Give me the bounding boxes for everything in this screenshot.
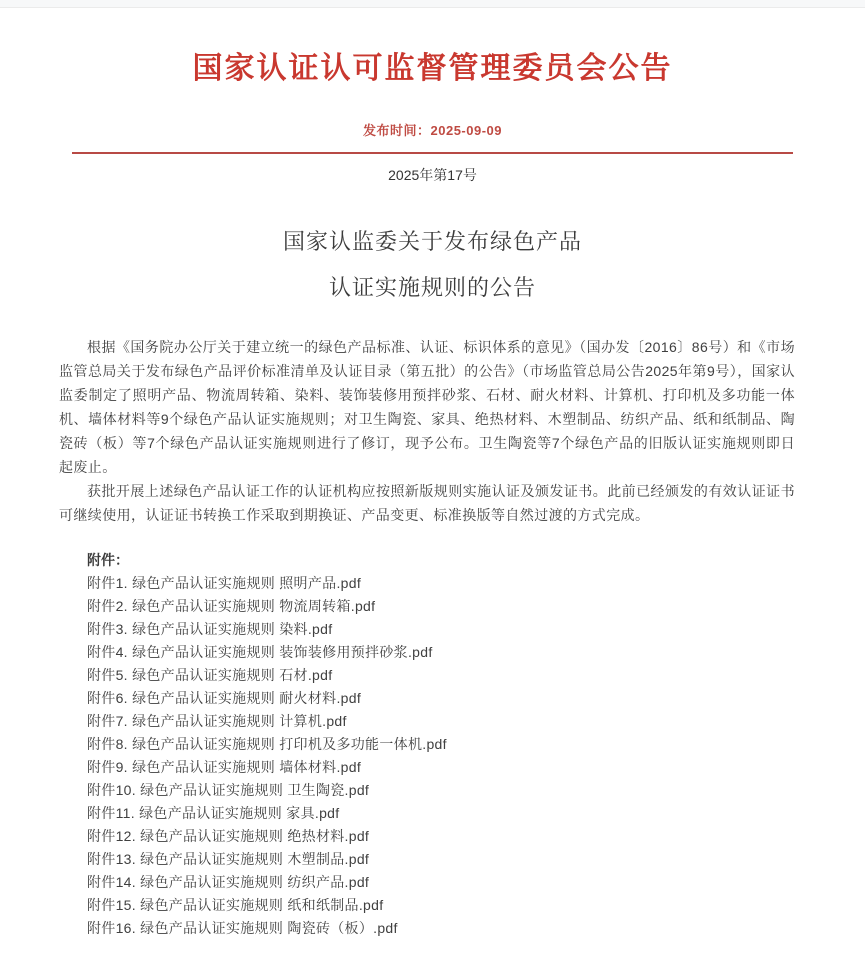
article-title-line1: 国家认监委关于发布绿色产品	[282, 229, 582, 254]
article-body	[59, 335, 795, 940]
attachments-label: 附件：	[87, 552, 129, 568]
attachment-link[interactable]: 附件4. 绿色产品认证实施规则 装饰装修用预拌砂浆.pdf	[87, 644, 433, 660]
attachment-link[interactable]: 附件5. 绿色产品认证实施规则 石材.pdf	[87, 667, 333, 683]
attachment-link[interactable]: 附件1. 绿色产品认证实施规则 照明产品.pdf	[87, 575, 362, 591]
publish-time-label: 发布时间：	[362, 123, 431, 138]
attachment-link[interactable]: 附件12. 绿色产品认证实施规则 绝热材料.pdf	[87, 828, 370, 844]
attachment-link[interactable]: 附件13. 绿色产品认证实施规则 木塑制品.pdf	[87, 851, 370, 867]
attachment-link[interactable]: 附件2. 绿色产品认证实施规则 物流周转箱.pdf	[87, 598, 376, 614]
attachment-link[interactable]: 附件16. 绿色产品认证实施规则 陶瓷砖（板）.pdf	[87, 920, 398, 936]
attachment-link[interactable]: 附件9. 绿色产品认证实施规则 墙体材料.pdf	[87, 759, 362, 775]
attachment-link[interactable]: 附件14. 绿色产品认证实施规则 纺织产品.pdf	[87, 874, 370, 890]
attachment-link[interactable]: 附件6. 绿色产品认证实施规则 耐火材料.pdf	[87, 690, 362, 706]
attachment-link[interactable]: 附件3. 绿色产品认证实施规则 染料.pdf	[87, 621, 333, 637]
attachments-section	[59, 549, 795, 940]
attachment-link[interactable]: 附件8. 绿色产品认证实施规则 打印机及多功能一体机.pdf	[87, 736, 447, 752]
attachment-link[interactable]: 附件7. 绿色产品认证实施规则 计算机.pdf	[87, 713, 347, 729]
publish-date: 2025-09-09	[430, 123, 502, 138]
attachment-link[interactable]: 附件15. 绿色产品认证实施规则 纸和纸制品.pdf	[87, 897, 384, 913]
paragraph-1: 根据《国务院办公厅关于建立统一的绿色产品标准、认证、标识体系的意见》（国办发〔2016〕86号）和《市场监管总局关于发布绿色产品评价标准清单及认证目录（第五批）的公告》（市场监管总局公告2025年第9号），国家认监委制定了照明产品、物流周转箱、染料、装饰装修用预拌砂浆、石材、耐火材料、计算机、打印机及多功能一体机、墙体材料等9个绿色产品认证实施规则；对卫生陶瓷、家具、绝热材料、木塑制品、纺织产品、纸和纸制品、陶瓷砖（板）等7个绿色产品认证实施规则进行了修订，现予公布。卫生陶瓷等7个绿色产品的旧版认证实施规则即日起废止。	[59, 339, 795, 475]
divider-line	[72, 152, 793, 154]
paragraph-2: 获批开展上述绿色产品认证工作的认证机构应按照新版规则实施认证及颁发证书。此前已经颁发的有效认证证书可继续使用，认证证书转换工作采取到期换证、产品变更、标准换版等自然过渡的方式完成。	[59, 483, 795, 523]
page-title: 国家认证认可监督管理委员会公告	[192, 52, 673, 85]
doc-number: 2025年第17号	[388, 167, 477, 183]
top-border-strip	[0, 0, 865, 8]
attachment-link[interactable]: 附件10. 绿色产品认证实施规则 卫生陶瓷.pdf	[87, 782, 370, 798]
article-title-line2: 认证实施规则的公告	[328, 275, 536, 300]
article-title	[0, 219, 865, 311]
publish-time	[0, 120, 865, 139]
attachments-list	[87, 572, 795, 940]
attachment-link[interactable]: 附件11. 绿色产品认证实施规则 家具.pdf	[87, 805, 340, 821]
